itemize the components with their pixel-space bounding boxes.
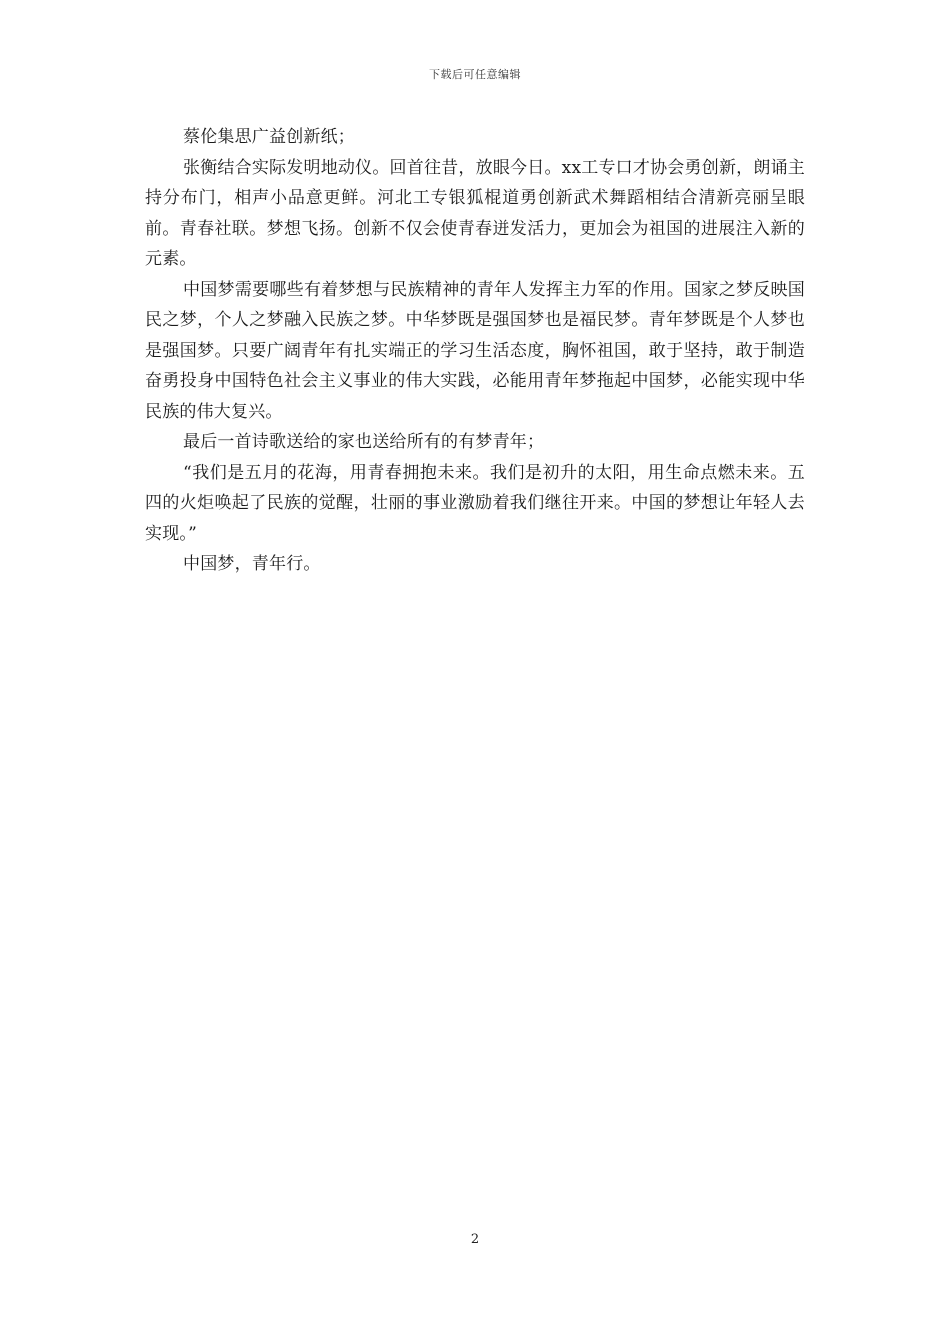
paragraph-closing: 中国梦，青年行。	[183, 554, 321, 574]
paragraph-poem-quote: “我们是五月的花海，用青春拥抱未来。我们是初升的太阳，用生命点燃未来。五四的火炬唤起了民族的觉醒，壮丽的事业激励着我们继往开来。中国的梦想让年轻人去实现。”	[145, 462, 805, 544]
paragraph-poem-intro: 最后一首诗歌送给的家也送给所有的有梦青年；	[183, 432, 545, 452]
paragraph-zhang-heng: 张衡结合实际发明地动仪。回首往昔，放眼今日。xx工专口才协会勇创新，朗诵主持分布门，相声小品意更鲜。河北工专银狐棍道勇创新武术舞蹈相结合清新亮丽呈眼前。青春社联。梦想飞扬。创新不仅会使青春迸发活力，更加会为祖国的进展注入新的元素。	[145, 157, 805, 269]
page-number: 2	[470, 1232, 480, 1247]
paragraph-china-dream: 中国梦需要哪些有着梦想与民族精神的青年人发挥主力军的作用。国家之梦反映国民之梦，个人之梦融入民族之梦。中华梦既是强国梦也是福民梦。青年梦既是个人梦也是强国梦。只要广阔青年有扎实端正的学习生活态度，胸怀祖国，敢于坚持，敢于制造奋勇投身中国特色社会主义事业的伟大实践，必能用青年梦拖起中国梦，必能实现中华民族的伟大复兴。	[145, 279, 805, 422]
paragraph-cai-lun: 蔡伦集思广益创新纸；	[183, 127, 355, 147]
page-header: 下载后可任意编辑	[429, 68, 521, 81]
document-body	[145, 122, 805, 580]
